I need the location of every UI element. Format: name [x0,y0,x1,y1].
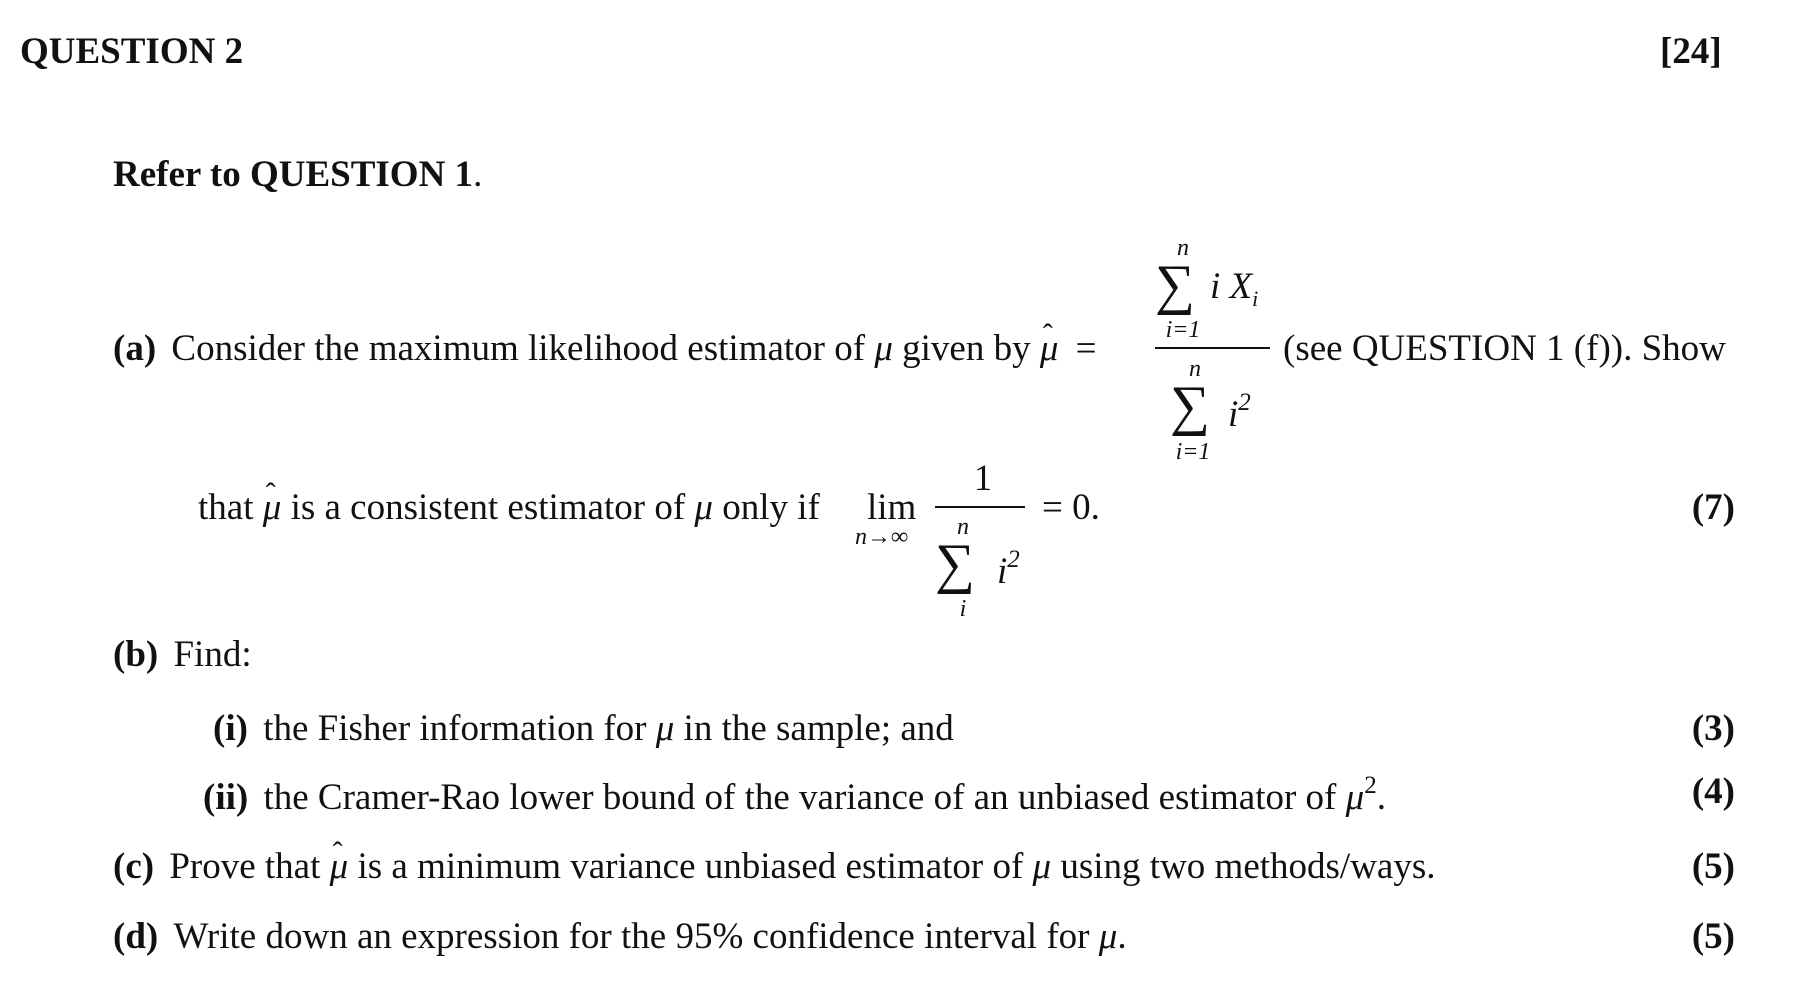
part-d-mu: μ [1098,916,1118,957]
part-a-text: Consider the maximum likelihood estimator of [171,328,866,369]
part-c-text-mid: is a minimum variance unbiased estimator of [357,846,1024,887]
intro-prefix: Refer to [113,154,250,195]
lim-text: lim [867,487,917,528]
part-c-line [113,848,1436,885]
part-a-line1 [113,330,1097,367]
mle-fraction-line [1155,347,1270,349]
part-b-i [213,710,954,747]
part-b-i-text-after: in the sample; and [683,708,954,749]
part-b-ii-marks: (4) [1691,771,1735,812]
equals-sign: = [1075,328,1097,369]
part-b-ii-label: (ii) [203,777,249,818]
intro-line [113,156,482,193]
limit-den-exp: 2 [1007,546,1020,573]
only-if-text: only if [722,487,820,528]
den-sigma: ∑ [1170,375,1210,437]
mu-symbol: μ [874,328,893,369]
question-title: QUESTION 2 [20,31,244,72]
numerator-ix: i X [1210,266,1253,307]
part-c-mu: μ [1032,846,1052,887]
mu-symbol-2: μ [694,487,713,528]
limit-den-i: i [997,551,1008,592]
part-c-text: Prove that [169,846,321,887]
lim-subscript: n→∞ [855,524,909,550]
part-a-line2 [198,489,820,526]
den-sum-lower: i=1 [1175,439,1211,465]
consistent-text: is a consistent estimator of [290,487,686,528]
denominator-exp: 2 [1238,389,1251,416]
limit-fraction-line [935,506,1025,508]
given-by-text: given by [902,328,1031,369]
part-b-i-marks: (3) [1691,708,1735,749]
den-sum-upper: n [1189,356,1201,382]
limit-sigma: ∑ [935,533,975,595]
part-b-ii-mu: μ [1345,777,1365,818]
part-b-i-text: the Fisher information for [263,708,647,749]
part-b-i-mu: μ [655,708,675,749]
part-b-text: Find: [173,634,252,675]
part-b-ii-text-after: . [1376,777,1386,818]
part-a-marks: (7) [1691,487,1735,528]
limit-sum-lower: i [959,596,967,622]
part-b-ii-text: the Cramer-Rao lower bound of the variance of an unbiased estimator of [263,777,1337,818]
denominator-i: i [1228,394,1239,435]
total-marks: [24] [1660,31,1722,72]
limit-den-term [997,547,1020,590]
part-b-ii [203,773,1386,816]
intro-suffix: . [473,154,483,195]
see-question-text: (see QUESTION 1 (f)). Show [1283,328,1726,369]
part-d-text: Write down an expression for the 95% confidence interval for [173,916,1090,957]
part-d-marks: (5) [1691,916,1735,957]
part-d-text-after: . [1117,916,1127,957]
part-d-label: (d) [113,916,159,957]
num-sum-upper: n [1177,235,1189,261]
part-c-text-after: using two methods/ways. [1060,846,1436,887]
numerator-term [1210,268,1258,310]
num-sigma: ∑ [1155,254,1195,316]
part-b-i-label: (i) [213,708,248,749]
num-sum-lower: i=1 [1165,317,1201,343]
equals-zero: = 0. [1042,487,1100,528]
that-text: that [198,487,254,528]
part-c-mu-hat: ˆ μ [330,848,349,885]
limit-sum-upper: n [957,514,969,540]
intro-ref: QUESTION 1 [249,154,474,195]
part-b-label: (b) [113,634,159,675]
part-c-marks: (5) [1691,846,1735,887]
limit-frac-num: 1 [973,458,993,499]
mu-hat: ˆ μ [1040,330,1059,367]
numerator-sub: i [1252,286,1259,311]
mu-hat-2: ˆ μ [263,489,282,526]
part-b-line [113,636,252,673]
part-c-label: (c) [113,846,155,887]
part-a-label: (a) [113,328,157,369]
part-d-line [113,918,1127,955]
part-b-ii-exp: 2 [1364,772,1377,799]
denominator-term [1228,390,1251,433]
